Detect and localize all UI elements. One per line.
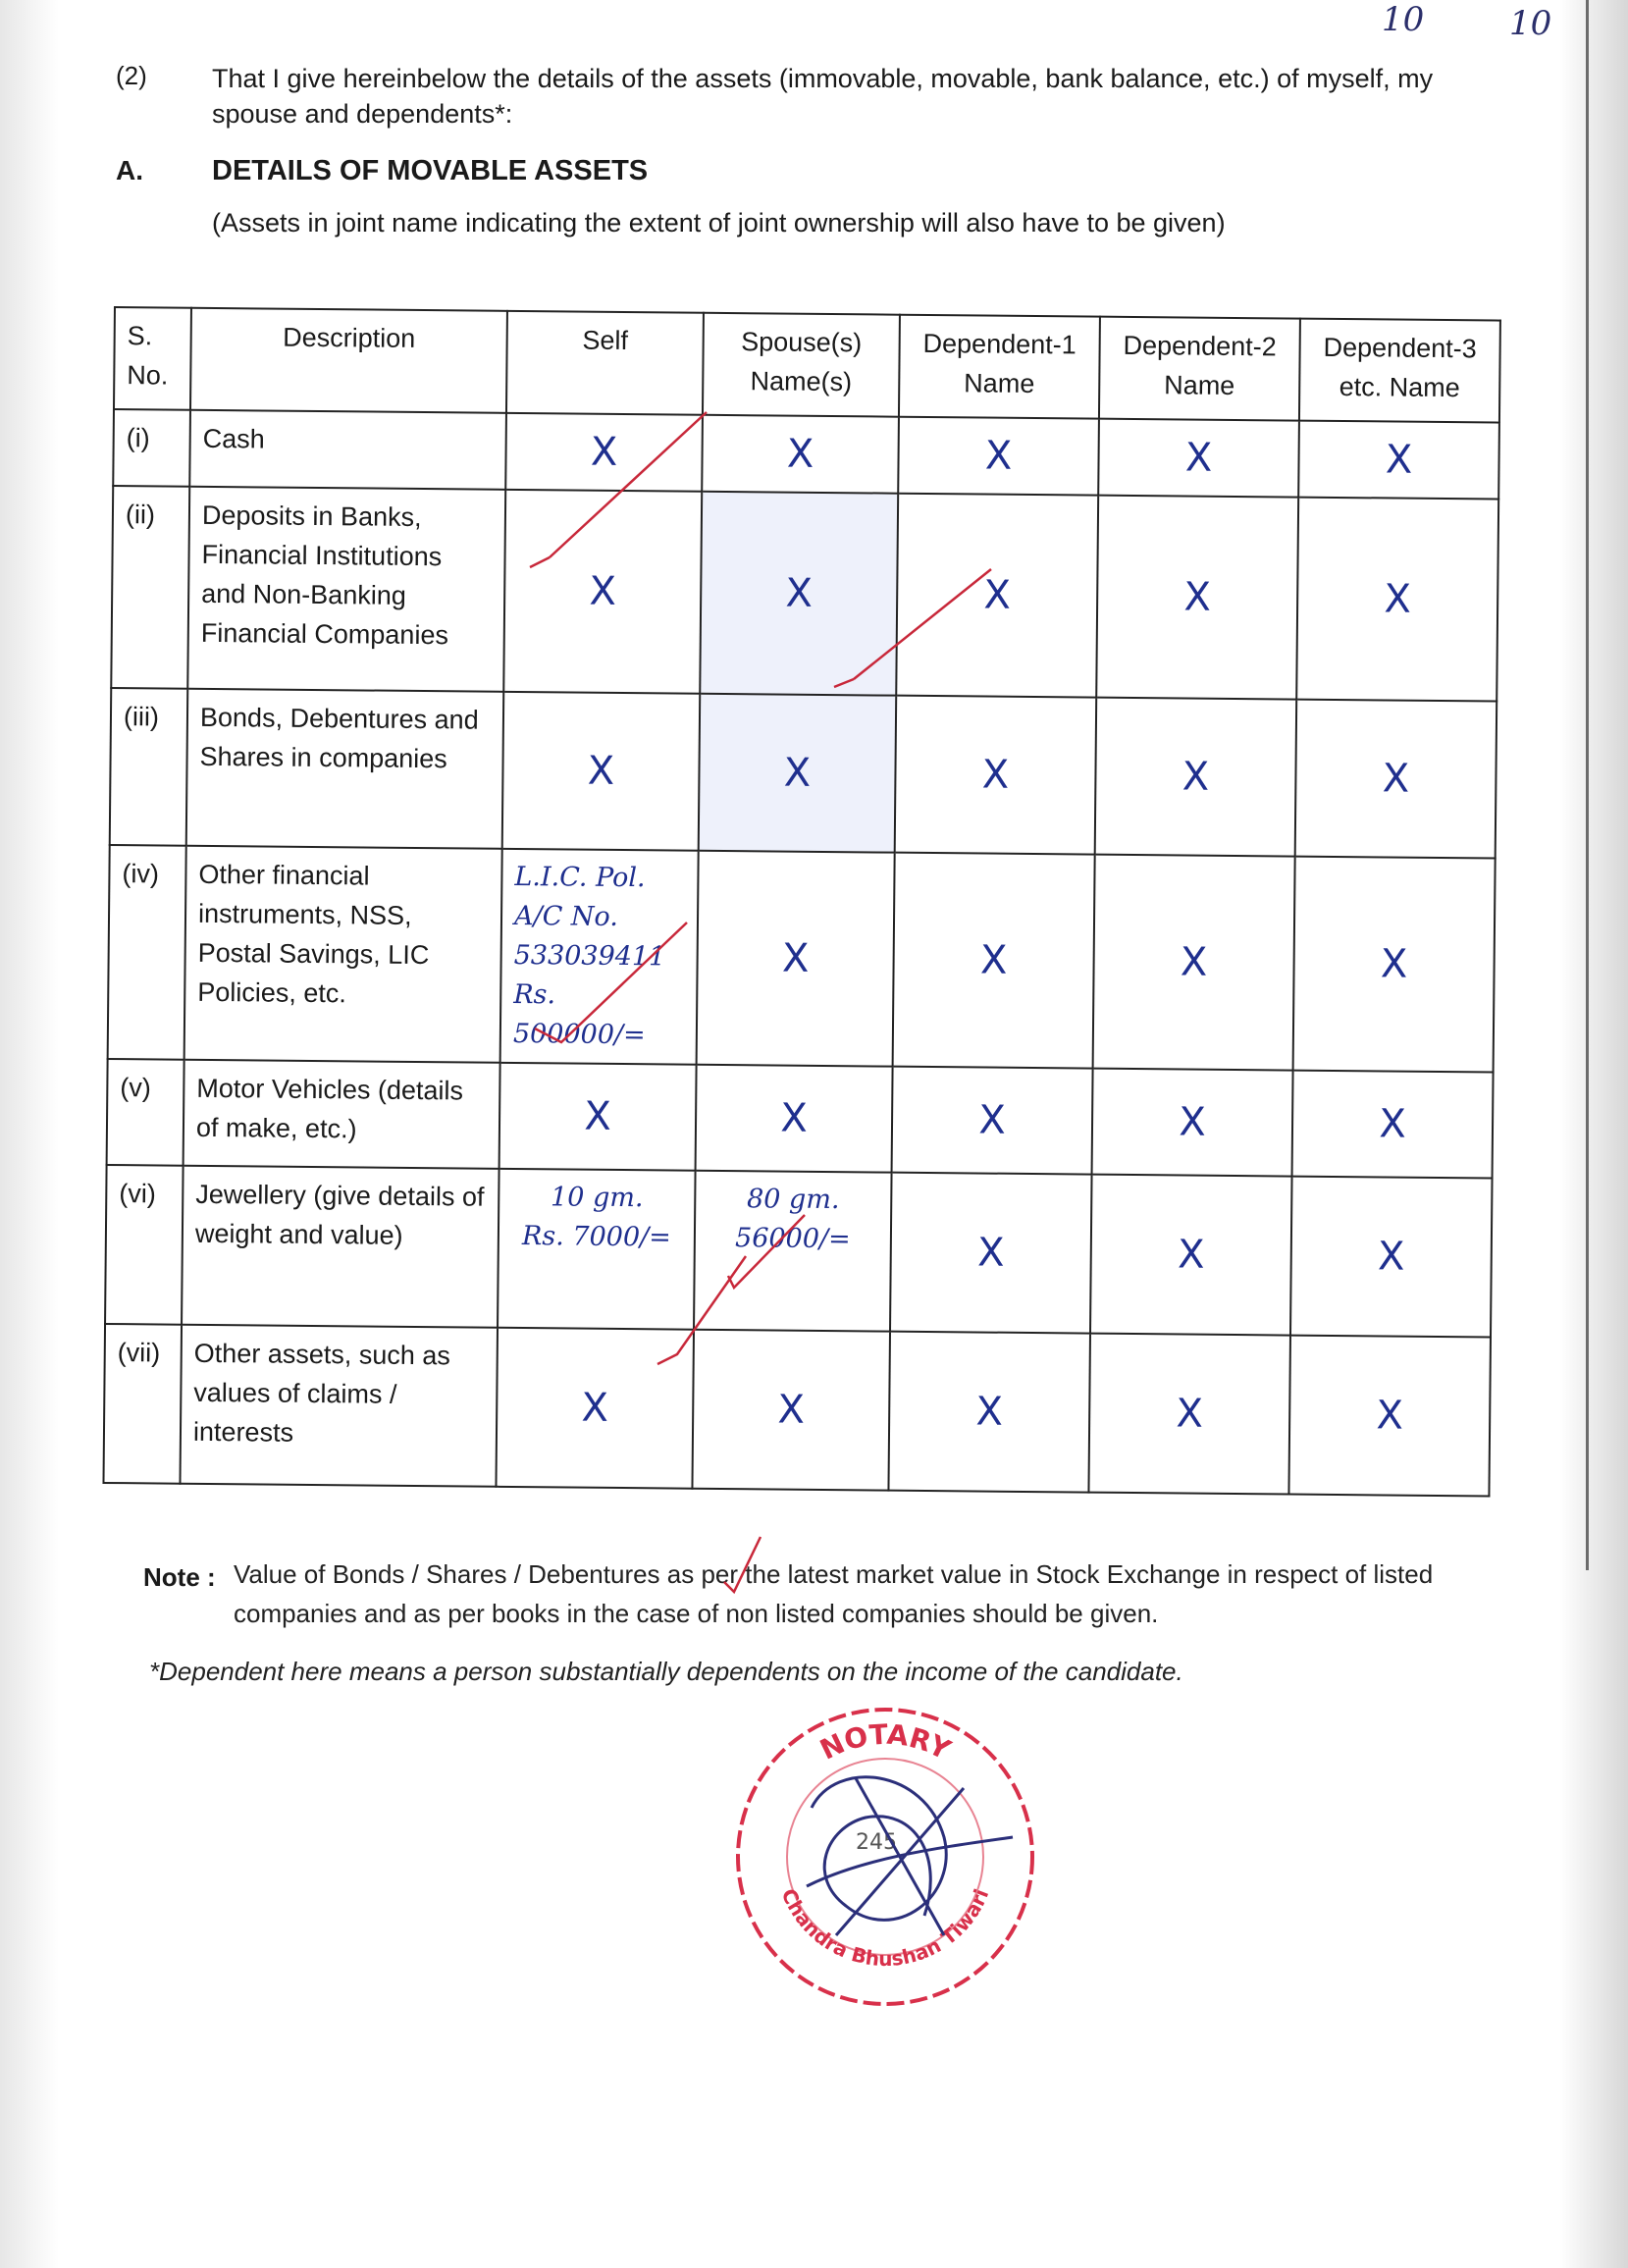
cross-mark: X — [890, 1173, 1092, 1334]
row-sno: (iii) — [110, 688, 188, 846]
row-description: Cash — [189, 410, 506, 490]
item-number: (2) — [116, 61, 147, 90]
table-row — [113, 409, 1499, 500]
cross-mark: X — [1090, 1175, 1292, 1336]
handwritten-line: 533039411 — [513, 939, 666, 973]
note-label: Note : — [143, 1562, 216, 1592]
row-sno: (iv) — [108, 845, 186, 1060]
handwritten-line: A/C No. — [513, 900, 619, 932]
scan-edge-line — [1586, 0, 1589, 1570]
cross-mark: X — [895, 696, 1097, 855]
cross-mark: X — [496, 1328, 694, 1489]
handwritten-lic-details — [500, 849, 699, 1065]
cross-mark: X — [702, 415, 899, 494]
scan-edge-right — [1559, 0, 1628, 2268]
section-title: DETAILS OF MOVABLE ASSETS — [212, 155, 649, 186]
cross-mark: X — [1288, 1336, 1491, 1497]
stamp-number: 245 — [856, 1830, 897, 1855]
page-number-handwritten: 10 — [1382, 0, 1425, 39]
page-number-handwritten-2: 10 — [1509, 4, 1552, 43]
table-row — [107, 1059, 1494, 1179]
row-description: Jewellery (give details of weight and value) — [182, 1166, 499, 1328]
row-sno: (v) — [107, 1059, 184, 1166]
cross-mark: X — [505, 413, 703, 492]
cross-mark: X — [502, 692, 701, 851]
table-header-row — [114, 307, 1500, 423]
cross-mark: X — [697, 851, 895, 1067]
handwritten-line: Rs. 7000/= — [521, 1221, 671, 1253]
header-sno: S. No. — [114, 307, 191, 410]
notary-stamp — [718, 1690, 1052, 2024]
cross-mark: X — [1298, 421, 1499, 500]
header-dependent-3: Dependent-3 etc. Name — [1299, 319, 1500, 423]
section-subtitle: (Assets in joint name indicating the extent of joint ownership will also have to be given) — [212, 208, 1226, 237]
cross-mark: X — [1095, 698, 1297, 857]
row-description: Deposits in Banks, Financial Institutions and Non-Banking Financial Companies — [187, 487, 505, 692]
handwritten-self-jewellery — [498, 1169, 696, 1330]
cross-mark: X — [699, 694, 897, 853]
handwritten-spouse-jewellery — [694, 1171, 892, 1332]
header-dependent-2: Dependent-2 Name — [1099, 317, 1300, 421]
cross-mark: X — [1092, 1069, 1293, 1177]
cross-mark: X — [503, 490, 702, 694]
row-sno: (i) — [113, 409, 190, 487]
stamp-bottom-text: Chandra Bhushan Tiwari — [776, 1884, 994, 1971]
table-row — [110, 688, 1497, 859]
cross-mark: X — [893, 853, 1095, 1069]
cross-mark: X — [499, 1063, 697, 1171]
cross-mark: X — [896, 494, 1098, 698]
cross-mark: X — [1098, 419, 1299, 498]
table-row — [111, 486, 1498, 702]
scan-edge-left — [0, 0, 59, 2268]
cross-mark: X — [898, 417, 1099, 496]
row-description: Bonds, Debentures and Shares in companies — [186, 689, 504, 849]
handwritten-line: 10 gm. — [550, 1182, 644, 1214]
row-sno: (vi) — [105, 1165, 184, 1325]
row-description: Motor Vehicles (details of make, etc.) — [184, 1060, 500, 1169]
header-dependent-1: Dependent-1 Name — [899, 315, 1100, 419]
cross-mark: X — [696, 1065, 893, 1173]
cross-mark: X — [1096, 496, 1298, 700]
header-spouse: Spouse(s) Name(s) — [703, 313, 900, 417]
cross-mark: X — [1088, 1334, 1290, 1495]
item-text: That I give hereinbelow the details of the assets (immovable, movable, bank balance, etc.) of myself, my spouse and dependents*: — [212, 64, 1434, 129]
cross-mark: X — [892, 1067, 1093, 1175]
row-description: Other financial instruments, NSS, Postal Savings, LIC Policies, etc. — [184, 846, 502, 1063]
cross-mark: X — [700, 492, 898, 696]
cross-mark: X — [1093, 855, 1295, 1071]
dependent-footnote: *Dependent here means a person substantially dependents on the income of the candidate. — [149, 1657, 1183, 1686]
section-letter: A. — [116, 155, 143, 185]
cross-mark: X — [692, 1330, 890, 1491]
row-description: Other assets, such as values of claims / interests — [180, 1325, 498, 1487]
row-sno: (vii) — [103, 1324, 182, 1484]
table-row — [108, 845, 1496, 1073]
header-self: Self — [506, 311, 704, 415]
table-row — [103, 1324, 1490, 1497]
handwritten-line: 80 gm. — [746, 1184, 840, 1216]
note-text: Value of Bonds / Shares / Debentures as per the latest market value in Stock Exchange in respect of listed companies and as per books in the case of non listed companies should be given. — [234, 1559, 1434, 1628]
cross-mark: X — [888, 1332, 1090, 1493]
movable-assets-table — [102, 306, 1500, 1498]
table-row — [105, 1165, 1492, 1338]
cross-mark: X — [1292, 1071, 1494, 1179]
handwritten-line: Rs. 500000/= — [512, 978, 646, 1051]
handwritten-line: L.I.C. Pol. — [514, 861, 646, 894]
header-description: Description — [190, 308, 507, 413]
stamp-top-text: NOTARY — [814, 1717, 956, 1767]
cross-mark: X — [1290, 1177, 1493, 1338]
cross-mark: X — [1295, 700, 1497, 859]
handwritten-line: 56000/= — [734, 1223, 851, 1255]
cross-mark: X — [1293, 857, 1496, 1073]
cross-mark: X — [1296, 498, 1498, 702]
row-sno: (ii) — [111, 486, 189, 689]
